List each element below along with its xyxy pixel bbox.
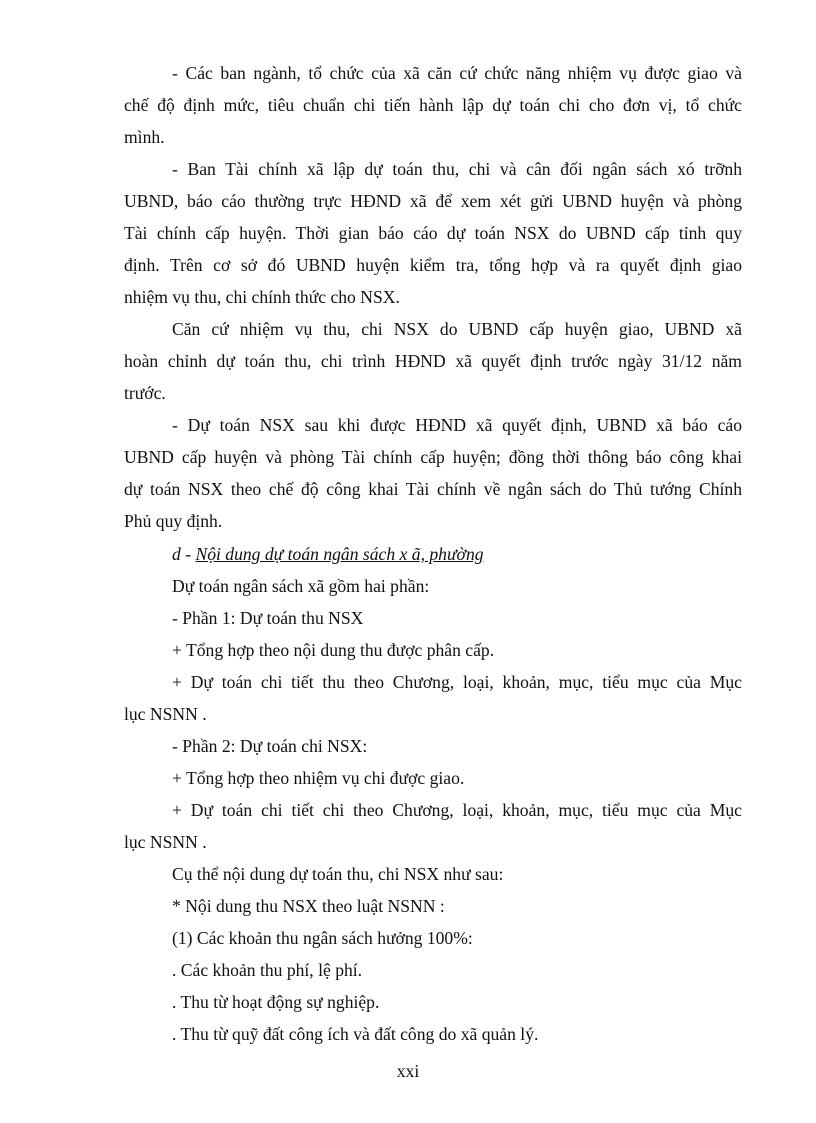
paragraph-line: - Ban Tài chính xã lập dự toán thu, chi và cân đối ngân sách xó trỡnh [172,159,742,179]
paragraph-line: trước. [124,383,166,403]
section-heading-title: Nội dung dự toán ngân sách x ã, phường [195,544,484,564]
list-item: * Nội dung thu NSX theo luật NSNN : [172,896,445,916]
list-item: . Thu từ hoạt động sự nghiệp. [172,992,380,1012]
paragraph-line: + Dự toán chi tiết chi theo Chương, loại, khoản, mục, tiểu mục của Mục [172,800,742,820]
paragraph-line: UBND cấp huyện và phòng Tài chính cấp huyện; đồng thời thông báo công khai [124,447,742,467]
list-item: . Thu từ quỹ đất công ích và đất công do xã quản lý. [172,1024,539,1044]
list-item: - Phần 2: Dự toán chi NSX: [172,736,368,756]
paragraph-line: Tài chính cấp huyện. Thời gian báo cáo dự toán NSX do UBND cấp tỉnh quy [124,223,742,243]
paragraph-line: lục NSNN . [124,832,207,852]
list-item: Cụ thể nội dung dự toán thu, chi NSX như sau: [172,864,504,884]
paragraph-line: + Dự toán chi tiết thu theo Chương, loại, khoản, mục, tiểu mục của Mục [172,672,742,692]
list-item: (1) Các khoản thu ngân sách hưởng 100%: [172,928,473,948]
list-item: . Các khoản thu phí, lệ phí. [172,960,363,980]
paragraph-line: - Dự toán NSX sau khi được HĐND xã quyết định, UBND xã báo cáo [172,415,742,435]
list-item: + Tổng hợp theo nội dung thu được phân cấp. [172,640,495,660]
section-heading [172,543,742,565]
paragraph-line: dự toán NSX theo chế độ công khai Tài chính về ngân sách do Thủ tướng Chính [124,479,742,499]
list-item: - Phần 1: Dự toán thu NSX [172,608,364,628]
paragraph-line: UBND, báo cáo thường trực HĐND xã để xem xét gửi UBND huyện và phòng [124,191,742,211]
list-item: Dự toán ngân sách xã gồm hai phần: [172,576,430,596]
paragraph-line: nhiệm vụ thu, chi chính thức cho NSX. [124,287,400,307]
paragraph-line: định. Trên cơ sở đó UBND huyện kiểm tra, tổng hợp và ra quyết định giao [124,255,742,275]
paragraph-line: chế độ định mức, tiêu chuẩn chi tiến hành lập dự toán chi cho đơn vị, tổ chức [124,95,742,115]
page-number: xxi [396,1061,420,1081]
paragraph-line: hoàn chỉnh dự toán thu, chi trình HĐND xã quyết định trước ngày 31/12 năm [124,351,742,371]
paragraph-line: mình. [124,127,165,147]
paragraph-line: Căn cứ nhiệm vụ thu, chi NSX do UBND cấp huyện giao, UBND xã [172,319,742,339]
list-item: + Tổng hợp theo nhiệm vụ chi được giao. [172,768,465,788]
paragraph-line: Phủ quy định. [124,511,223,531]
paragraph-line: - Các ban ngành, tổ chức của xã căn cứ chức năng nhiệm vụ được giao và [172,63,742,83]
section-heading-prefix: d - [172,544,196,564]
paragraph-line: lục NSNN . [124,704,207,724]
